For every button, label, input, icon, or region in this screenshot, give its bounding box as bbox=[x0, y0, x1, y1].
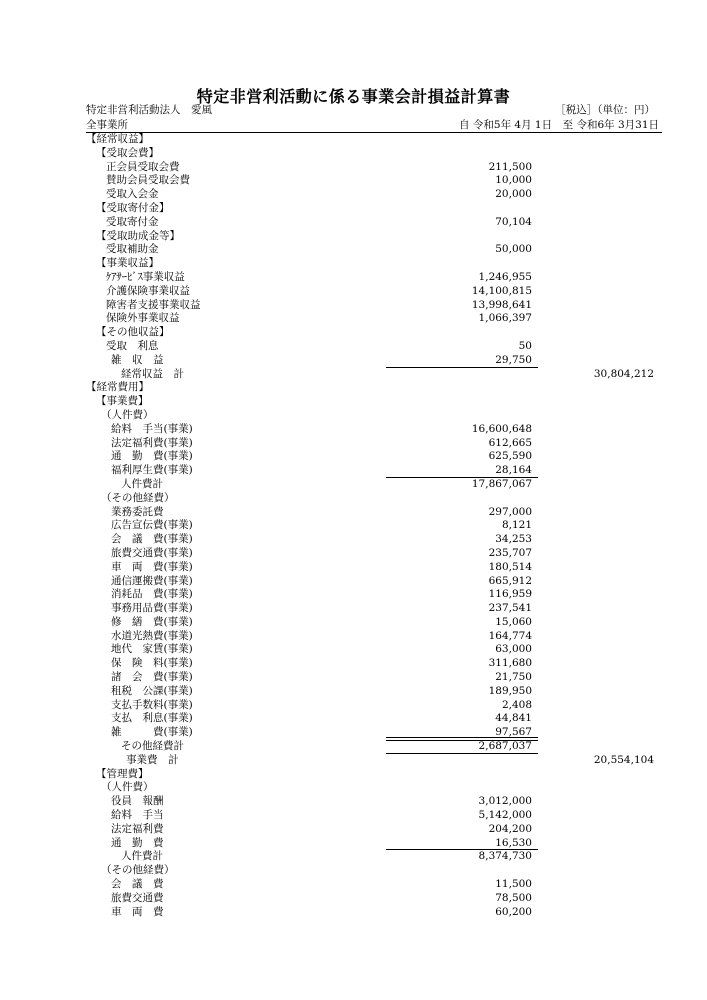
row-label: ｹｱｻｰﾋﾞｽ事業収益 bbox=[106, 270, 185, 283]
row-amount: 16,600,648 bbox=[471, 422, 532, 435]
row-label: 租税 公課(事業) bbox=[111, 684, 193, 697]
row-total: 20,554,104 bbox=[593, 753, 654, 766]
table-row bbox=[86, 685, 662, 699]
row-amount: 204,200 bbox=[488, 822, 532, 835]
row-label: 【受取助成金等】 bbox=[96, 229, 180, 242]
row-label: 【管理費】 bbox=[96, 767, 149, 780]
table-row bbox=[86, 243, 662, 257]
row-label: 諸 会 費(事業) bbox=[111, 671, 193, 684]
row-amount: 63,000 bbox=[495, 643, 532, 656]
table-row bbox=[86, 381, 662, 395]
row-label: 消耗品 費(事業) bbox=[111, 588, 193, 601]
row-label: 支払手数料(事業) bbox=[111, 698, 193, 711]
table-row bbox=[86, 492, 662, 506]
row-label: 障害者支援事業収益 bbox=[106, 298, 201, 311]
row-label: 事務用品費(事業) bbox=[111, 602, 193, 615]
row-label: 【経常収益】 bbox=[86, 133, 149, 145]
table-row bbox=[86, 533, 662, 547]
row-amount: 8,374,730 bbox=[478, 850, 532, 863]
table-row bbox=[86, 423, 662, 437]
table-row bbox=[86, 161, 662, 175]
table-row bbox=[86, 906, 662, 920]
table-row bbox=[86, 781, 662, 795]
row-label: 【受取寄付金】 bbox=[96, 201, 170, 214]
row-amount: 612,665 bbox=[488, 436, 532, 449]
unit-note: ［税込］（単位：円） bbox=[555, 104, 655, 116]
table-row bbox=[86, 368, 662, 382]
table-row bbox=[86, 712, 662, 726]
table-row bbox=[86, 478, 662, 492]
table-row bbox=[86, 754, 662, 768]
row-amount: 11,500 bbox=[495, 878, 532, 891]
row-label: 受取 利息 bbox=[106, 339, 159, 352]
row-amount: 14,100,815 bbox=[471, 284, 532, 297]
row-amount: 20,000 bbox=[495, 188, 532, 201]
row-label: 旅費交通費(事業) bbox=[111, 546, 193, 559]
organization-name: 特定非営利活動法人 愛風 bbox=[86, 104, 212, 116]
table-row bbox=[86, 299, 662, 313]
table-row bbox=[86, 768, 662, 782]
row-label: 車 両 費 bbox=[111, 905, 164, 918]
table-row bbox=[86, 257, 662, 271]
row-label: 【事業費】 bbox=[96, 395, 149, 408]
row-amount: 164,774 bbox=[488, 629, 532, 642]
row-label: 事業費 計 bbox=[126, 753, 179, 766]
table-row bbox=[86, 630, 662, 644]
row-label: 【その他収益】 bbox=[96, 326, 170, 339]
row-amount: 1,246,955 bbox=[478, 270, 532, 283]
row-amount: 1,066,397 bbox=[478, 312, 532, 325]
row-label: 人件費計 bbox=[121, 850, 163, 863]
row-amount: 311,680 bbox=[488, 657, 532, 670]
row-total: 30,804,212 bbox=[593, 367, 654, 380]
row-label: 賛助会員受取会費 bbox=[106, 174, 190, 187]
scope-label: 全事業所 bbox=[86, 119, 128, 131]
row-label: 保険外事業収益 bbox=[106, 312, 180, 325]
table-row bbox=[86, 188, 662, 202]
row-label: 【事業収益】 bbox=[96, 257, 159, 270]
table-row bbox=[86, 202, 662, 216]
table-row bbox=[86, 409, 662, 423]
table-row bbox=[86, 354, 662, 368]
row-label: 介護保険事業収益 bbox=[106, 284, 190, 297]
table-row bbox=[86, 699, 662, 713]
row-label: 修 繕 費(事業) bbox=[111, 615, 193, 628]
table-row bbox=[86, 671, 662, 685]
table-row bbox=[86, 850, 662, 864]
row-label: 受取入会金 bbox=[106, 188, 159, 201]
table-row bbox=[86, 809, 662, 823]
row-amount: 78,500 bbox=[495, 891, 532, 904]
table-row bbox=[86, 616, 662, 630]
table-row bbox=[86, 864, 662, 878]
row-amount: 297,000 bbox=[488, 505, 532, 518]
row-label: 法定福利費(事業) bbox=[111, 436, 193, 449]
table-row bbox=[86, 588, 662, 602]
row-label: 【経常費用】 bbox=[86, 381, 149, 394]
row-amount: 180,514 bbox=[488, 560, 532, 573]
row-label: 経常収益 計 bbox=[121, 367, 184, 380]
table-row bbox=[86, 823, 662, 837]
table-row bbox=[86, 312, 662, 326]
row-label: 法定福利費 bbox=[111, 822, 164, 835]
row-label: 雑 費(事業) bbox=[111, 726, 193, 739]
row-label: 広告宣伝費(事業) bbox=[111, 519, 193, 532]
row-amount: 97,567 bbox=[495, 726, 532, 739]
table-row bbox=[86, 216, 662, 230]
row-label: （人件費） bbox=[101, 781, 154, 794]
period-label: 自 令和5年 4月 1日 至 令和6年 3月31日 bbox=[459, 119, 659, 131]
row-amount: 50,000 bbox=[495, 243, 532, 256]
row-label: 給料 手当 bbox=[111, 809, 164, 822]
row-amount: 189,950 bbox=[488, 684, 532, 697]
table-row bbox=[86, 547, 662, 561]
table-row bbox=[86, 878, 662, 892]
row-label: 通 勤 費(事業) bbox=[111, 450, 193, 463]
row-amount: 17,867,067 bbox=[471, 477, 532, 490]
table-row bbox=[86, 133, 662, 147]
table-row bbox=[86, 506, 662, 520]
row-amount: 8,121 bbox=[501, 519, 532, 532]
row-label: 人件費計 bbox=[121, 477, 163, 490]
table-row bbox=[86, 726, 662, 740]
row-label: 受取補助金 bbox=[106, 243, 159, 256]
row-amount: 44,841 bbox=[495, 712, 532, 725]
table-row bbox=[86, 892, 662, 906]
row-label: 雑 収 益 bbox=[111, 353, 164, 366]
row-amount: 10,000 bbox=[495, 174, 532, 187]
row-label: 水道光熱費(事業) bbox=[111, 629, 193, 642]
row-label: 正会員受取会費 bbox=[106, 160, 180, 173]
table-row bbox=[86, 602, 662, 616]
table-row bbox=[86, 174, 662, 188]
row-label: 受取寄付金 bbox=[106, 215, 159, 228]
table-row bbox=[86, 450, 662, 464]
row-label: 通信運搬費(事業) bbox=[111, 574, 193, 587]
row-amount: 5,142,000 bbox=[478, 809, 532, 822]
row-label: その他経費計 bbox=[121, 740, 184, 753]
row-label: 保 険 料(事業) bbox=[111, 657, 193, 670]
table-row bbox=[86, 740, 662, 754]
row-label: （人件費） bbox=[101, 408, 154, 421]
row-amount: 235,707 bbox=[488, 546, 532, 559]
table-row bbox=[86, 519, 662, 533]
table-row bbox=[86, 657, 662, 671]
row-label: 地代 家賃(事業) bbox=[111, 643, 193, 656]
table-row bbox=[86, 795, 662, 809]
row-amount: 13,998,641 bbox=[471, 298, 532, 311]
row-amount: 28,164 bbox=[495, 464, 532, 477]
row-amount: 116,959 bbox=[488, 588, 532, 601]
row-label: 会 議 費(事業) bbox=[111, 533, 193, 546]
row-label: 業務委託費 bbox=[111, 505, 164, 518]
table-row bbox=[86, 561, 662, 575]
row-amount: 625,590 bbox=[488, 450, 532, 463]
table-row bbox=[86, 340, 662, 354]
row-label: 役員 報酬 bbox=[111, 795, 164, 808]
row-label: 車 両 費(事業) bbox=[111, 560, 193, 573]
row-amount: 50 bbox=[518, 339, 532, 352]
row-label: 会 議 費 bbox=[111, 878, 164, 891]
table-row bbox=[86, 464, 662, 478]
row-label: 給料 手当(事業) bbox=[111, 422, 193, 435]
table-row bbox=[86, 837, 662, 851]
row-amount: 60,200 bbox=[495, 905, 532, 918]
row-amount: 34,253 bbox=[495, 533, 532, 546]
row-label: 【受取会費】 bbox=[96, 146, 159, 159]
row-amount: 16,530 bbox=[495, 836, 532, 849]
table-row bbox=[86, 326, 662, 340]
row-amount: 237,541 bbox=[488, 602, 532, 615]
row-label: （その他経費） bbox=[101, 491, 175, 504]
table-row bbox=[86, 271, 662, 285]
row-amount: 2,408 bbox=[501, 698, 532, 711]
row-amount: 3,012,000 bbox=[478, 795, 532, 808]
row-label: 通 勤 費 bbox=[111, 836, 164, 849]
table-row bbox=[86, 230, 662, 244]
table-row bbox=[86, 395, 662, 409]
table-row bbox=[86, 285, 662, 299]
row-amount: 70,104 bbox=[495, 215, 532, 228]
table-row bbox=[86, 643, 662, 657]
row-label: （その他経費） bbox=[101, 864, 175, 877]
row-amount: 2,687,037 bbox=[478, 740, 532, 753]
row-amount: 211,500 bbox=[488, 160, 532, 173]
row-amount: 29,750 bbox=[495, 353, 532, 366]
row-amount: 665,912 bbox=[488, 574, 532, 587]
row-label: 支払 利息(事業) bbox=[111, 712, 193, 725]
statement-table bbox=[86, 133, 662, 919]
table-row bbox=[86, 575, 662, 589]
row-label: 福利厚生費(事業) bbox=[111, 464, 193, 477]
table-row bbox=[86, 437, 662, 451]
document-title: 特定非営利活動に係る事業会計損益計算書 bbox=[196, 87, 511, 106]
row-label: 旅費交通費 bbox=[111, 891, 164, 904]
row-amount: 15,060 bbox=[495, 615, 532, 628]
table-row bbox=[86, 147, 662, 161]
row-amount: 21,750 bbox=[495, 671, 532, 684]
